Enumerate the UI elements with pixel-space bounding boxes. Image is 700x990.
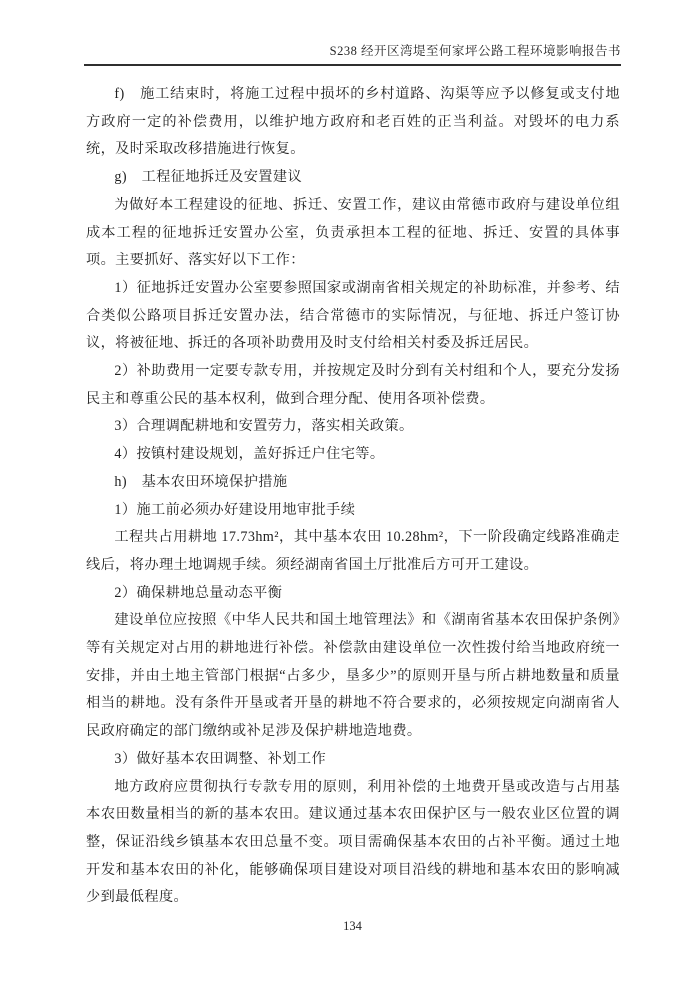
paragraph-item3-allocate-farmland: 3）合理调配耕地和安置劳力，落实相关政策。 <box>114 418 414 435</box>
paragraph-land-law-compensation: 建设单位应按照《中华人民共和国土地管理法》和《湖南省基本农田保护条例》等有关规定对占用的耕地进行补偿。补偿款由建设单位一次性拨付给当地政府统一安排，并由土地主管部门根据“占多少，垦多少”的原则开垦与所占耕地数量和质量相当的耕地。没有条件开垦或者开垦的耕地不符合要求的，必须按规定向湖南省人民政府确定的部门缴纳或补足涉及保护耕地造地费。 <box>86 612 620 740</box>
paragraph-farmland-occupied: 工程共占用耕地 17.73hm²，其中基本农田 10.28hm²，下一阶段确定线路准确走线后，将办理土地调规手续。须经湖南省国土厅批准后方可开工建设。 <box>86 529 620 573</box>
paragraph-f-repair-compensation: f) 施工结束时，将施工过程中损坏的乡村道路、沟渠等应予以修复或支付地方政府一定的补偿费用，以维护地方政府和老百姓的正当利益。对毁坏的电力系统，及时采取改移措施进行恢复。 <box>86 86 620 158</box>
page-number: 134 <box>343 919 362 933</box>
heading-h-farmland-protection: h) 基本农田环境保护措施 <box>114 473 288 490</box>
paragraph-item4-housing: 4）按镇村建设规划，盖好拆迁户住宅等。 <box>114 446 385 463</box>
paragraph-item1-subsidy-standards: 1）征地拆迁安置办公室要参照国家或湖南省相关规定的补助标准，并参考、结合类似公路项目拆迁安置办法，结合常德市的实际情况，与征地、拆迁户签订协议，将被征地、拆迁的各项补助费用及时支付给相关村委及拆迁居民。 <box>86 279 620 352</box>
heading-g-land-requisition: g) 工程征地拆迁及安置建议 <box>114 169 303 186</box>
heading-item1-land-approval: 1）施工前必须办好建设用地审批手续 <box>114 501 356 518</box>
heading-item3-farmland-adjustment: 3）做好基本农田调整、补划工作 <box>114 750 327 767</box>
page-header <box>84 41 621 66</box>
paragraph-item2-dedicated-funds: 2）补助费用一定要专款专用，并按规定及时分到有关村组和个人，要充分发扬民主和尊重公民的基本权利，做到合理分配、使用各项补偿费。 <box>86 363 620 407</box>
header-title: S238 经开区湾堤至何家坪公路工程环境影响报告书 <box>329 44 621 58</box>
document-body <box>86 81 620 912</box>
paragraph-local-government-principle: 地方政府应贯彻执行专款专用的原则，利用补偿的土地费开垦或改造与占用基本农田数量相当的新的基本农田。建议通过基本农田保护区与一般农业区位置的调整，保证沿线乡镇基本农田总量不变。项目需确保基本农田的占补平衡。通过土地开发和基本农田的补化，能够确保项目建设对项目沿线的耕地和基本农田的影响减少到最低程度。 <box>86 778 620 906</box>
paragraph-resettlement-office: 为做好本工程建设的征地、拆迁、安置工作，建议由常德市政府与建设单位组成本工程的征地拆迁安置办公室，负责承担本工程的征地、拆迁、安置的具体事项。主要抓好、落实好以下工作： <box>86 196 620 269</box>
page-footer <box>84 919 621 934</box>
heading-item2-dynamic-balance: 2）确保耕地总量动态平衡 <box>114 584 283 601</box>
